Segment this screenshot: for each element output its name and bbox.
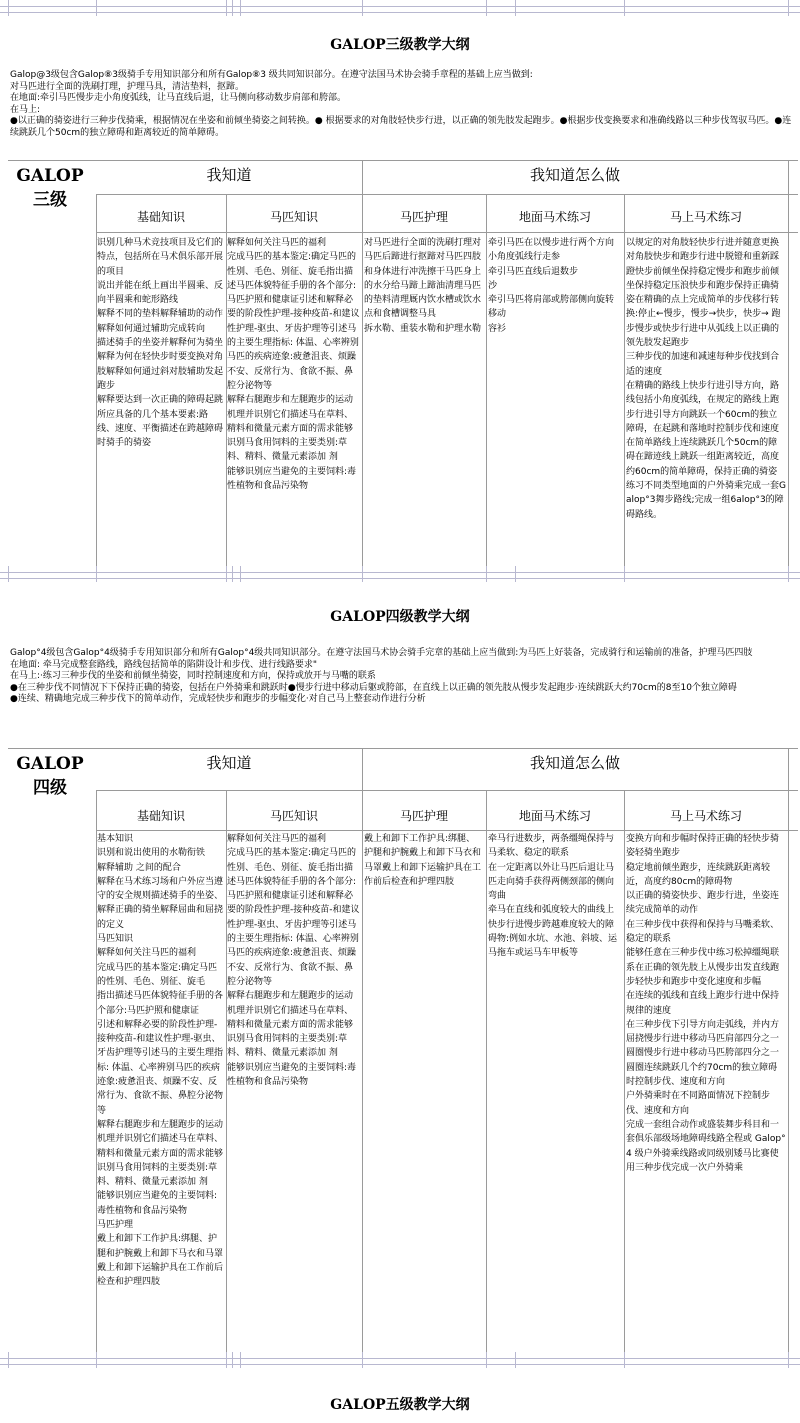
cell-horse: 解释如何关注马匹的福利 完成马匹的基本鉴定:确定马匹的性别、毛色、别征、旋毛指出描述马匹体貌特征手册的各个部分:马匹护照和健康证引述和解释必要的阶段性护理-接种疫苗-和建议性护理-驱虫、牙齿护理等引述马的主要生理指标: 体温、心率辨别马匹的疾病迹象:疲惫沮丧、烦躁不安、反常行为、食欲不振、鼻腔分泌物等 解释右腿跑步和左腿跑步的运动机理并识别它们描述马在草料、精料和微量元素方面的需求能够识别马食用饲料的主要类别:草料、精料、微量元素添加 剂 能够识别应当避免的主要饲料:毒性植物和食品污染物	[227, 238, 360, 492]
intro-line: 在地面: 牵马完成整套路线，路线包括简单的陷阱设计和步伐、进行线路要求"	[10, 659, 318, 670]
cell-care: 戴上和卸下工作护具:绑腿、护腿和护腕戴上和卸下马衣和马罩戴上和卸下运输护具在工作前后检查和护理四肢	[364, 834, 482, 887]
cell-basic: 基本知识 识别和说出使用的水勒衔铁 解释辅助 之间的配合 解释在马术练习场和户外应当遵守的安全规则描述骑手的坐姿、解释正确的骑坐解释屈曲和屈挠的定义 马匹知识 解释如何关注马匹的福利 完成马匹的基本鉴定:确定马匹的性别、毛色、别征、旋毛 指出描述马匹体貌特征手册的各个部分:马匹护照和健康证 引述和解释必要的阶段性护理-接种疫苗-和建议性护理-驱虫、牙齿护理等引述马的主要生理指标: 体温、心率辨别马匹的疾病迹象:疲惫沮丧、烦躁不安、反常行为、食欲不振、鼻腔分泌物等 解释右腿跑步和左腿跑步的运动机理并识别它们描述马在草料、精料和微量元素方面的需求能够识别马食用饲料的主要类别:草料、精料、微量元素添加 剂 能够识别应当避免的主要饲料:毒性植物和食品污染物 马匹护理 戴上和卸下工作护具:绑腿、护腿和护腕戴上和卸下马衣和马罩戴上和卸下运输护具在工作前后检查和护理四肢	[97, 834, 224, 1288]
cell-basic: 识别几种马术竞技项目及它们的特点，包括所在马术俱乐部开展的项目 说出并能在纸上画出半圆乘、反向半圆乘和蛇形路线 解释不同的垫料解释辅助的动作 解释如何通过辅助完成转向 描述骑手的坐姿并解释何为骑坐解释为何在轻快步时要变换对角肢解释如何通过斜对肢辅助发起跑步 解释要达到一次正确的障碍起跳所应具备的几个基本要素:路线、速度、平衡描述在跨越障碍时骑手的骑姿	[97, 238, 224, 449]
cell-ground: 牵引马匹在以慢步进行两个方向小角度弧线行走参 牵引马匹直线后退数步 沙 牵引马匹将肩部或胯部侧向旋转移动 容衫	[488, 238, 615, 334]
intro-line: Galop@3级包含Galop⑧3级骑手专用知识部分和所有Galop⑧3 级共同知识部分。在遵守法国马术协会骑手章程的基础上应当做到:	[10, 70, 533, 80]
level-label-line: 四级	[33, 778, 67, 798]
cell-ground: 牵马行进数步，两条缰绳保持与马柔软、稳定的联系 在一定距离以外让马匹后退让马匹走向骑手获得两侧颈部的侧向弯曲 牵马在直线和弧度较大的曲线上快步行进慢步跨越难度较大的障碍物:例如水坑、水池、斜坡、运马拖车或运马车甲板等	[488, 834, 618, 959]
column-group-header: 我知道怎么做	[529, 166, 620, 184]
section-intro	[10, 70, 792, 140]
level-label	[10, 752, 90, 800]
section-intro	[10, 648, 792, 706]
subheader-care: 马匹护理	[399, 210, 448, 224]
section-title: GALOP三级教学大纲	[330, 37, 470, 53]
level-label-line: 三级	[33, 190, 67, 210]
intro-line: Galop°4级包含Galop°4级骑手专用知识部分和所有Galop°4级共同知识部分。在遵守法国马术协会骑手完章的基础上应当做到:为马匹上好装备，完成骑行和运输前的准备，护理马匹四肢	[10, 648, 753, 658]
subheader-riding: 马上马术练习	[669, 809, 742, 823]
separator-strip	[0, 566, 800, 582]
cell-horse: 解释如何关注马匹的福利 完成马匹的基本鉴定:确定马匹的性别、毛色、别征、旋毛指出描述马匹体貌特征手册的各个部分:马匹护照和健康证引述和解释必要的阶段性护理-接种疫苗-和建议性护理-驱虫、牙齿护理等引述马的主要生理指标: 体温、心率辨别马匹的疾病迹象:疲惫沮丧、烦躁不安、反常行为、食欲不振、鼻腔分泌物等 解释右腿跑步和左腿跑步的运动机理并识别它们描述马在草料、精料和微量元素方面的需求能够识别马食用饲料的主要类别:草料、精料、微量元素添加 剂 能够识别应当避免的主要饲料:毒性植物和食品污染物	[227, 834, 360, 1088]
subheader-basic: 基础知识	[136, 809, 185, 823]
intro-line: 在地面:牵引马匹慢步走小角度弧线，让马直线后退，让马侧向移动数步肩部和胯部。	[10, 93, 347, 104]
level-label-line: GALOP	[16, 754, 84, 774]
intro-line: 在马上:·练习三种步伐的坐姿和前倾坐骑姿，同时控制速度和方向，保持或放开与马嘴的联系	[10, 671, 376, 682]
section-title: GALOP四级教学大纲	[330, 609, 470, 625]
column-group-header: 我知道	[206, 754, 252, 772]
separator-strip	[0, 0, 800, 16]
column-group-header: 我知道怎么做	[529, 754, 620, 772]
intro-line: 对马匹进行全面的洗刷打理，护理马具，清洁垫料，抠蹄。	[10, 81, 245, 92]
subheader-basic: 基础知识	[136, 210, 185, 224]
intro-line: ●连续、精确地完成三种步伐下的简单动作，完成轻快步和跑步的步幅变化·对自己马上整套动作进行分析	[10, 694, 426, 705]
cell-riding: 以规定的对角肢轻快步行进并随意更换对角肢快步和跑步行进中脱镫和重新踩蹬快步前倾坐保持稳定慢步和跑步前倾坐保持稳定压浪快步和跑步保持正确骑姿在精确的点上完成简单的步伐移行转换:停止←慢步，慢步→快步，快步→ 跑步慢步或快步行进中从弧线上以正确的领先肢发起跑步 三种步伐的加速和减速每种步伐找到合适的速度 在精确的路线上快步行进引导方向，路线包括小角度弧线，在规定的路线上跑步行进引导方向跳跃一个60cm的独立障碍，在起跳和落地时控制步伐和速度 在简单路线上连续跳跃几个50cm的障碍在蹄迹线上跳跃一组距离较近，高度约60cm的简单障碍，保持正确的骑姿练习不同类型地面的户外骑乘完成一套Galop°3舞步路线;完成一组6alop°3的障碍路线。	[626, 238, 786, 520]
subheader-care: 马匹护理	[399, 809, 448, 823]
section-title: GALOP五级教学大纲	[330, 1397, 470, 1413]
cell-riding: 变换方向和步幅时保持正确的轻快步骑姿轻骑坐跑步 稳定地前倾坐跑步，连续跳跃距离较近，高度约80cm的障碍物 以正确的骑姿快步、跑步行进，坐姿连续完成简单的动作 在三种步伐中获得和保持与马嘴柔软、稳定的联系 能够任意在三种步伐中练习松掉缰绳联系在正确的领先肢上从慢步出发直线跑步轻快步和跑步中变化速度和步幅 在连续的弧线和直线上跑步行进中保持规律的速度 在三种步伐下引导方向走弧线，并内方屈挠慢步行进中移动马匹肩部四分之一圆圈慢步行进中移动马匹胯部四分之一圆圈连续跳跃几个约70cm的独立障碍时控制步伐、速度和方向 户外骑乘时在不同路面情况下控制步伐、速度和方向 完成一套组合动作或盛装舞步科目和一套俱乐部级场地障碍线路全程或 Galop°4 级户外骑乘线路或同级别矮马比赛使用三种步伐完成一次户外骑乘	[626, 834, 786, 1173]
subheader-ground: 地面马术练习	[518, 809, 591, 823]
intro-line: ●以正确的骑姿进行三种步伐骑乘，根据情况在坐姿和前倾坐骑姿之间转换。● 根据要求的对角肢轻快步行进，以正确的领先肢发起跑步。●根据步伐变换要求和准确线路以三种步伐驾驭马匹。●连续跳跃几个50cm的独立障碍和距离较近的简单障碍。	[10, 116, 792, 138]
intro-line: ●在三种步伐不同情况下下保持正确的骑姿，包括在户外骑乘和跳跃时●慢步行进中移动后躯或胯部，在直线上以正确的领先肢从慢步发起跑步·连续跳跃大约70cm的8至10个独立障碍	[10, 682, 737, 693]
column-group-header: 我知道	[206, 166, 252, 184]
separator-strip	[0, 1352, 800, 1368]
subheader-horse: 马匹知识	[269, 210, 318, 224]
cell-care: 对马匹进行全面的洗刷打理对马匹后蹄进行抠蹄对马匹四肢和身体进行冲洗擦干马匹身上的水分给马蹄上蹄油清理马匹的垫料清理厩内饮水槽或饮水点和食槽调整马具 拆水勒、重装水勒和护理水勒	[364, 238, 482, 334]
subheader-riding: 马上马术练习	[669, 210, 742, 224]
subheader-ground: 地面马术练习	[518, 210, 591, 224]
intro-line: 在马上:	[10, 104, 41, 115]
level-label	[10, 164, 90, 212]
subheader-horse: 马匹知识	[269, 809, 318, 823]
level-label-line: GALOP	[16, 166, 84, 186]
